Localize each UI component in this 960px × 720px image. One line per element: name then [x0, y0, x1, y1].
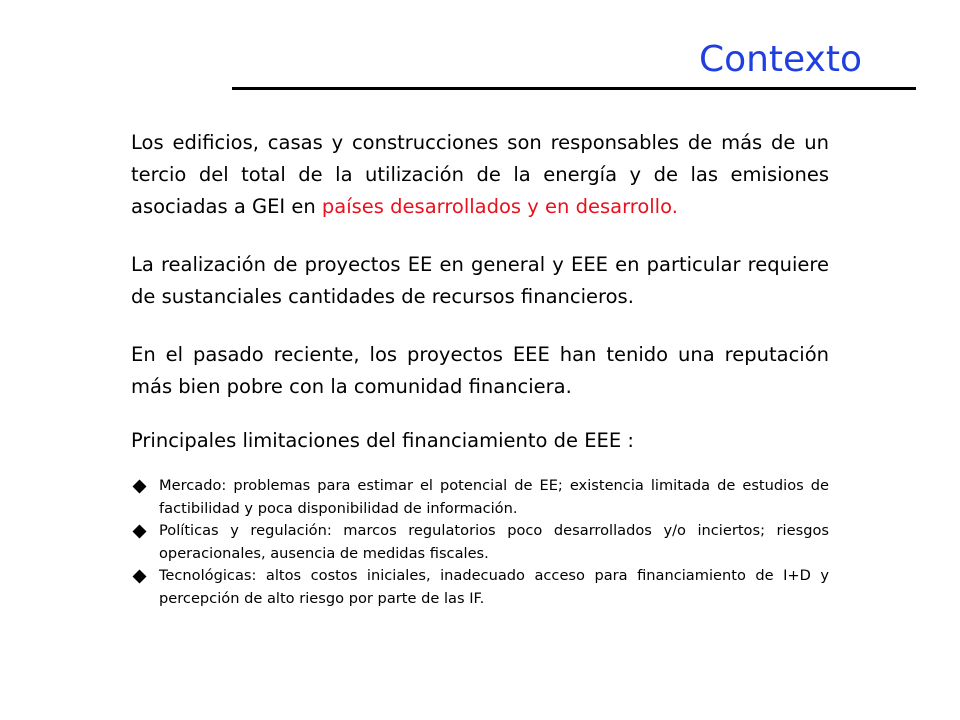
- diamond-bullet-icon: [132, 479, 146, 493]
- paragraph-reputation: En el pasado reciente, los proyectos EEE han tenido una reputación más bien pobre con la comunidad financiera.: [131, 343, 829, 398]
- limitation-text: Mercado: problemas para estimar el potencial de EE; existencia limitada de estudios de factibilidad y poca disponibilidad de información.: [159, 477, 829, 517]
- limitations-heading: Principales limitaciones del financiamiento de EEE :: [131, 429, 634, 452]
- paragraph-buildings-text: Los edificios, casas y construcciones son responsables de más de un tercio del total de la utilización de la energía y de las emisiones asociadas a GEI en: [131, 131, 829, 218]
- limitations-list: [131, 475, 829, 610]
- limitation-item-technology: [131, 565, 829, 610]
- limitation-item-market: [131, 475, 829, 520]
- paragraph-buildings-highlight: países desarrollados y en desarrollo.: [321, 195, 678, 218]
- limitation-item-policy: [131, 520, 829, 565]
- diamond-bullet-icon: [132, 524, 146, 538]
- limitation-text: Tecnológicas: altos costos iniciales, inadecuado acceso para financiamiento de I+D y percepción de alto riesgo por parte de las IF.: [159, 567, 829, 607]
- limitation-text: Políticas y regulación: marcos regulatorios poco desarrollados y/o inciertos; riesgos operacionales, ausencia de medidas fiscales.: [159, 522, 829, 562]
- diamond-bullet-icon: [132, 569, 146, 583]
- paragraph-projects: La realización de proyectos EE en general y EEE en particular requiere de sustanciales cantidades de recursos financieros.: [131, 253, 829, 308]
- slide-title: Contexto: [698, 39, 862, 80]
- title-underline: [232, 87, 916, 90]
- slide-content: [131, 127, 829, 610]
- paragraph-buildings: [131, 127, 829, 223]
